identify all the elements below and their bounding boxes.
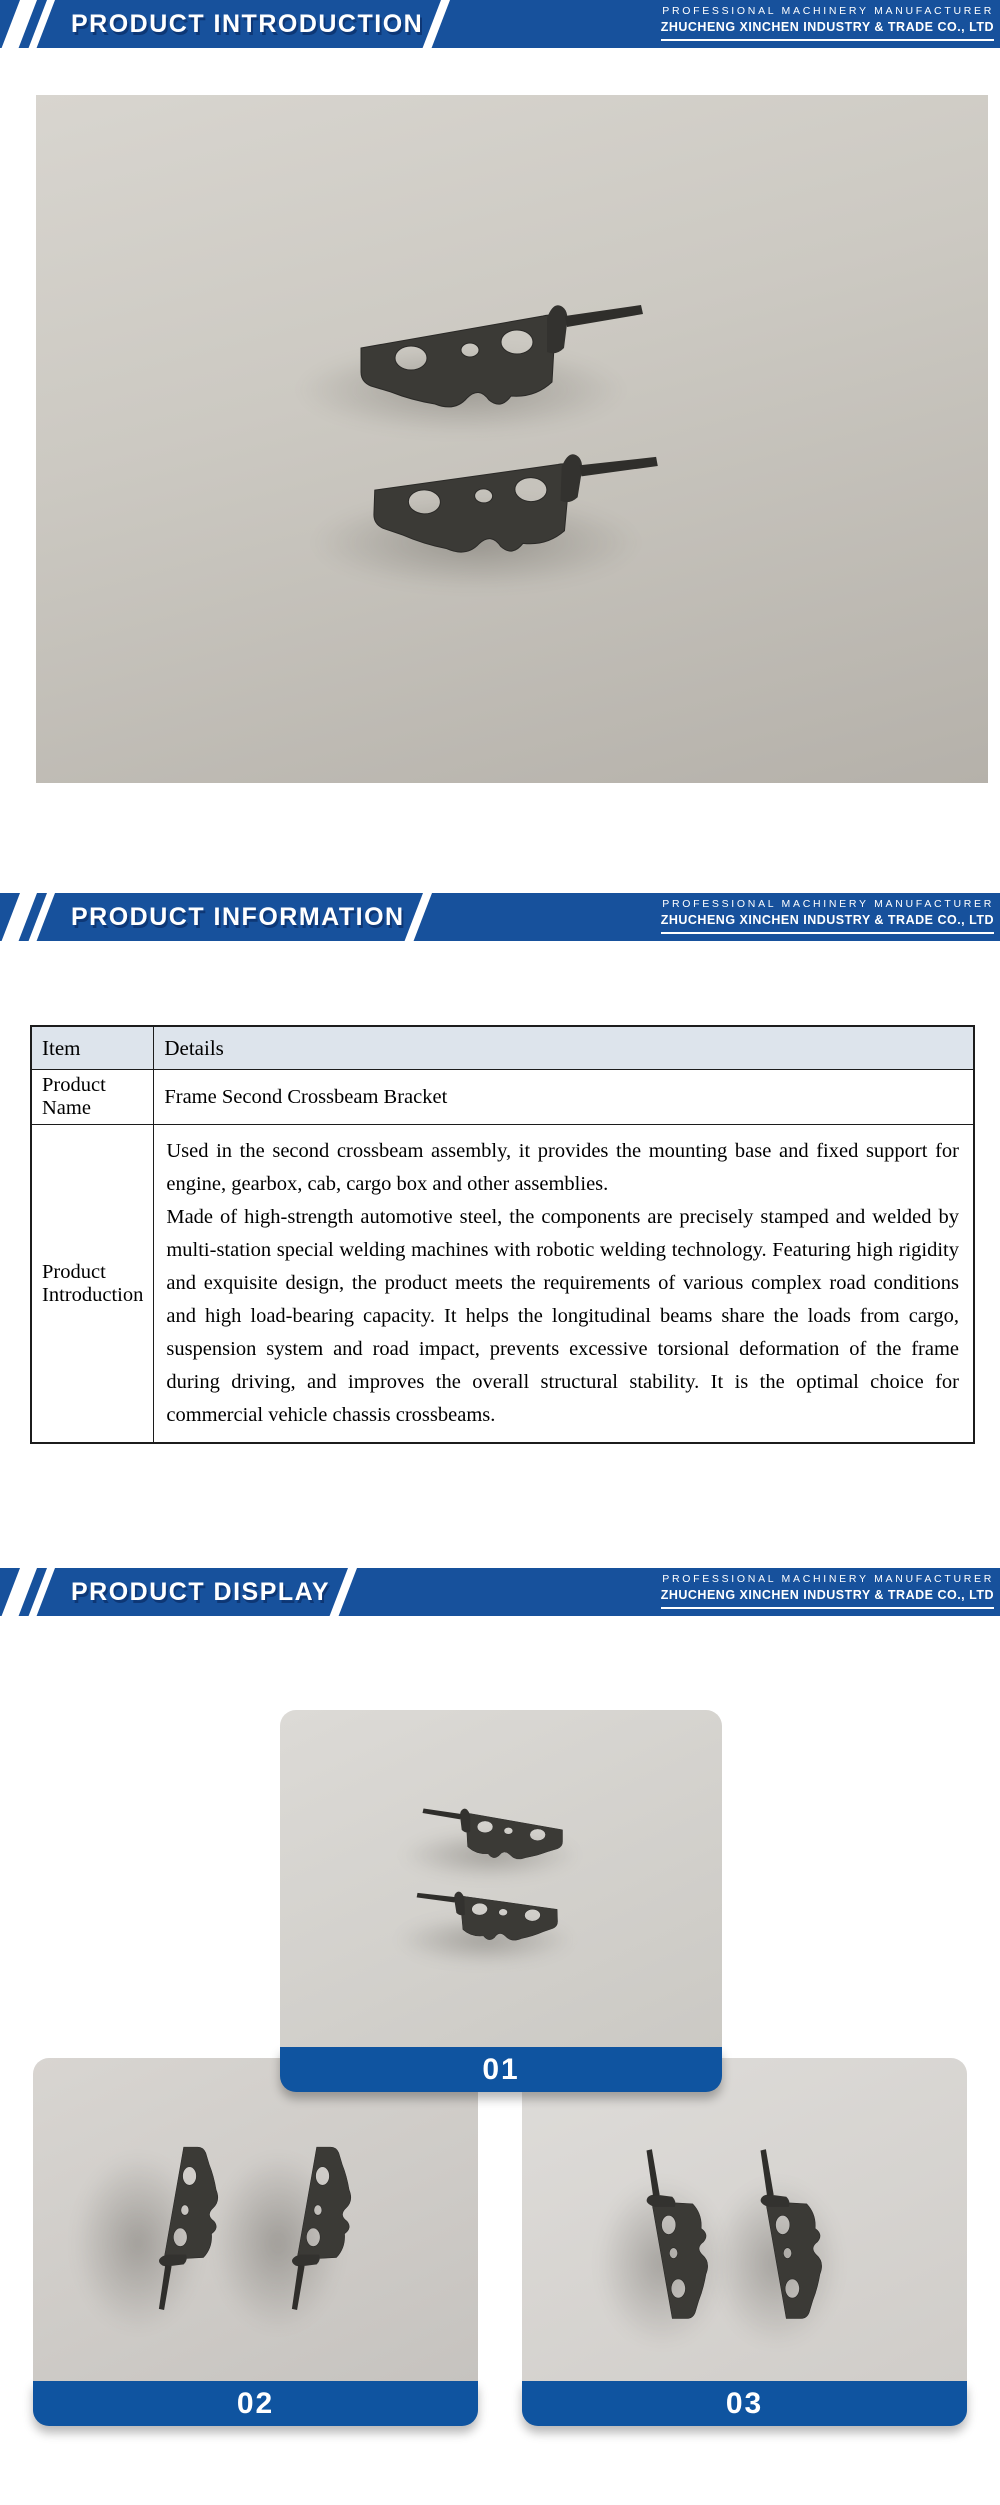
- product-name-value: Frame Second Crossbeam Bracket: [154, 1070, 974, 1125]
- product-photo-main: [36, 95, 988, 783]
- banner-decoration: [20, 893, 432, 941]
- brand-block: [661, 898, 994, 934]
- section-title: PRODUCT DISPLAY: [71, 1578, 331, 1606]
- table-header-row: [31, 1026, 974, 1070]
- brand-block: [661, 5, 994, 41]
- bracket-illustration: [289, 2141, 367, 2315]
- brand-company: ZHUCHENG XINCHEN INDUSTRY & TRADE CO., LTD: [660, 1588, 994, 1602]
- bracket-illustration: [644, 2145, 725, 2325]
- brand-tagline: PROFESSIONAL MACHINERY MANUFACTURER: [662, 898, 994, 910]
- banner-decoration: [20, 1568, 357, 1616]
- intro-paragraph-1: Used in the second crossbeam assembly, it provides the mounting base and fixed support for engine, gearbox, cab, cargo box and other assemblies.: [166, 1140, 959, 1195]
- section-banner-introduction: [0, 0, 1000, 48]
- product-name-label: Product Name: [31, 1070, 154, 1125]
- brand-tagline: PROFESSIONAL MACHINERY MANUFACTURER: [662, 1573, 994, 1585]
- slash-trailing-icon: [401, 893, 432, 950]
- section-title: PRODUCT INFORMATION: [71, 903, 405, 931]
- slash-trailing-icon: [326, 1568, 357, 1625]
- brand-company: ZHUCHENG XINCHEN INDUSTRY & TRADE CO., LTD: [660, 20, 994, 34]
- display-card-03: [522, 2058, 967, 2426]
- photo-number-badge: 02: [33, 2381, 478, 2426]
- brand-block: [661, 1573, 994, 1609]
- section-title: PRODUCT INTRODUCTION: [71, 10, 424, 38]
- table-header-details: Details: [154, 1026, 974, 1070]
- brand-tagline: PROFESSIONAL MACHINERY MANUFACTURER: [662, 5, 994, 17]
- bracket-illustration: [351, 300, 651, 435]
- bracket-illustration: [758, 2145, 839, 2325]
- table-header-item: Item: [31, 1026, 154, 1070]
- bracket-illustration: [412, 1885, 564, 1957]
- bracket-illustration: [156, 2141, 234, 2315]
- bracket-illustration: [418, 1806, 568, 1873]
- brand-company: ZHUCHENG XINCHEN INDUSTRY & TRADE CO., LTD: [660, 913, 994, 927]
- product-introduction-label: Product Introduction: [31, 1125, 154, 1444]
- display-card-02: [33, 2058, 478, 2426]
- card-photo: [280, 1710, 722, 2047]
- slash-trailing-icon: [419, 0, 450, 57]
- section-banner-information: [0, 893, 1000, 941]
- product-info-table: [30, 1025, 975, 1444]
- photo-number-badge: 01: [280, 2047, 722, 2092]
- card-photo: [33, 2058, 478, 2381]
- display-card-01: [280, 1710, 722, 2092]
- intro-paragraph-2: Made of high-strength automotive steel, the components are precisely stamped and welded by multi-station special welding machines with robotic welding technology. Featuring high rigidity and exquisite design, the product meets the requirements of various complex road conditions and high load-bearing capacity. It helps the longitudinal beams share the loads from cargo, suspension system and road impact, prevents excessive torsional deformation of the frame during driving, and improves the overall structural stability. It is the optimal choice for commercial vehicle chassis crossbeams.: [166, 1206, 959, 1426]
- product-introduction-text: [154, 1125, 974, 1444]
- photo-number-badge: 03: [522, 2381, 967, 2426]
- table-row: [31, 1125, 974, 1444]
- card-photo: [522, 2058, 967, 2381]
- banner-decoration: [20, 0, 450, 48]
- section-banner-display: [0, 1568, 1000, 1616]
- table-row: [31, 1070, 974, 1125]
- bracket-illustration: [362, 442, 667, 587]
